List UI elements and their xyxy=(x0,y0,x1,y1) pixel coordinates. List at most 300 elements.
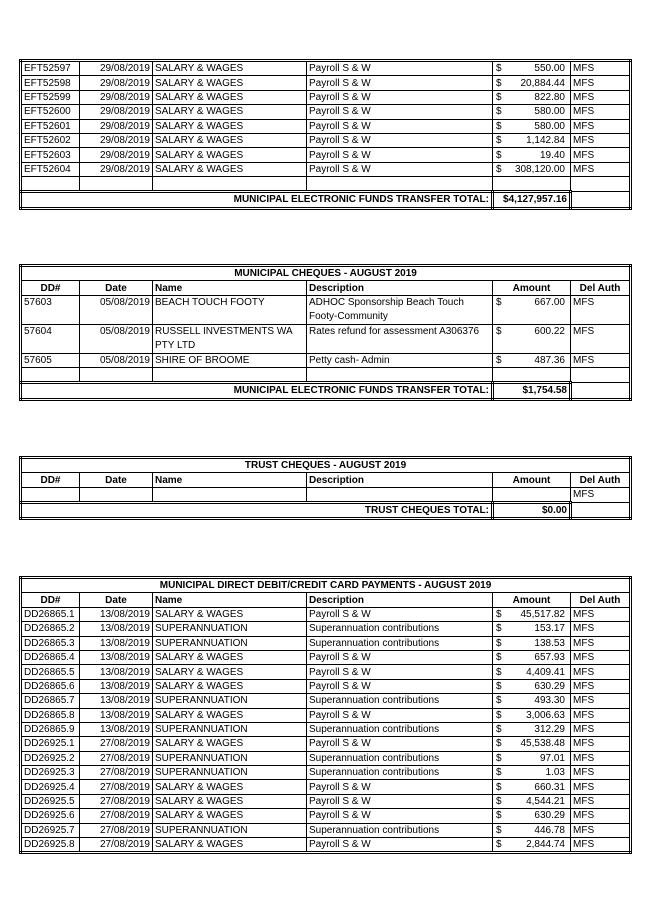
amount-cell xyxy=(493,295,571,324)
name-cell: SALARY & WAGES xyxy=(153,794,307,808)
description-cell: Superannuation contributions xyxy=(307,751,493,765)
ref-cell: EFT52600 xyxy=(21,105,80,119)
currency-symbol: $ xyxy=(496,106,502,118)
del-auth-cell: MFS xyxy=(571,722,631,736)
col-header-description: Description xyxy=(307,281,493,295)
name-cell: SUPERANNUATION xyxy=(153,694,307,708)
eft-table xyxy=(19,59,632,210)
date-cell: 29/08/2019 xyxy=(80,148,153,162)
total-row xyxy=(21,383,631,399)
del-auth-cell: MFS xyxy=(571,353,631,367)
amount-cell xyxy=(493,665,571,679)
ref-cell: DD26925.1 xyxy=(21,737,80,751)
amount-value: 4,409.41 xyxy=(526,666,565,678)
name-cell: SHIRE OF BROOME xyxy=(153,353,307,367)
trust-cheques-section xyxy=(19,456,629,520)
ref-cell: DD26865.6 xyxy=(21,679,80,693)
date-cell: 05/08/2019 xyxy=(80,295,153,324)
name-cell: SALARY & WAGES xyxy=(153,105,307,119)
amount-cell xyxy=(493,148,571,162)
ref-cell: 57605 xyxy=(21,353,80,367)
date-cell: 13/08/2019 xyxy=(80,694,153,708)
ref-cell: EFT52603 xyxy=(21,148,80,162)
currency-symbol: $ xyxy=(496,695,502,707)
direct-debit-section xyxy=(19,576,629,854)
currency-symbol: $ xyxy=(496,354,502,366)
amount-value: 1,142.84 xyxy=(526,135,565,147)
amount-cell xyxy=(493,694,571,708)
table-row xyxy=(21,607,631,621)
name-cell: SALARY & WAGES xyxy=(153,708,307,722)
date-cell: 29/08/2019 xyxy=(80,119,153,133)
date-cell: 13/08/2019 xyxy=(80,722,153,736)
header-row xyxy=(21,281,631,295)
amount-cell xyxy=(493,780,571,794)
col-header-del-auth: Del Auth xyxy=(571,473,631,487)
municipal-cheques-table xyxy=(19,264,632,401)
name-cell: SALARY & WAGES xyxy=(153,665,307,679)
amount-cell xyxy=(493,823,571,837)
name-cell: SALARY & WAGES xyxy=(153,90,307,104)
total-label: MUNICIPAL ELECTRONIC FUNDS TRANSFER TOTAL: xyxy=(21,383,493,399)
del-auth-cell: MFS xyxy=(571,61,631,76)
del-auth-cell: MFS xyxy=(571,780,631,794)
currency-symbol: $ xyxy=(496,149,502,161)
name-cell: SALARY & WAGES xyxy=(153,607,307,621)
amount-value: 308,120.00 xyxy=(514,163,565,175)
table-row xyxy=(21,90,631,104)
table-row xyxy=(21,148,631,162)
amount-value: 493.30 xyxy=(534,695,565,707)
ref-cell: DD26925.6 xyxy=(21,809,80,823)
table-row xyxy=(21,119,631,133)
amount-value: 822.80 xyxy=(534,91,565,103)
table-row xyxy=(21,324,631,353)
amount-value: 600.22 xyxy=(534,325,565,337)
table-row xyxy=(21,737,631,751)
col-header-del-auth: Del Auth xyxy=(571,281,631,295)
table-row xyxy=(21,76,631,90)
description-cell: Payroll S & W xyxy=(307,809,493,823)
date-cell: 13/08/2019 xyxy=(80,708,153,722)
name-cell: RUSSELL INVESTMENTS WA PTY LTD xyxy=(153,324,307,353)
del-auth-cell: MFS xyxy=(571,148,631,162)
amount-cell xyxy=(493,105,571,119)
table-row xyxy=(21,751,631,765)
ref-cell: DD26925.7 xyxy=(21,823,80,837)
ref-cell: EFT52599 xyxy=(21,90,80,104)
amount-value: 138.53 xyxy=(534,637,565,649)
name-cell: SALARY & WAGES xyxy=(153,133,307,147)
date-cell: 13/08/2019 xyxy=(80,607,153,621)
del-auth-cell: MFS xyxy=(571,622,631,636)
description-cell: Payroll S & W xyxy=(307,133,493,147)
description-cell: Superannuation contributions xyxy=(307,694,493,708)
date-cell: 29/08/2019 xyxy=(80,105,153,119)
ref-cell: DD26865.5 xyxy=(21,665,80,679)
amount-cell xyxy=(493,607,571,621)
currency-symbol: $ xyxy=(496,781,502,793)
amount-value: 630.29 xyxy=(534,810,565,822)
name-cell: SUPERANNUATION xyxy=(153,722,307,736)
ref-cell: DD26925.2 xyxy=(21,751,80,765)
currency-symbol: $ xyxy=(496,135,502,147)
date-cell: 27/08/2019 xyxy=(80,737,153,751)
name-cell: SALARY & WAGES xyxy=(153,679,307,693)
description-cell: Superannuation contributions xyxy=(307,766,493,780)
eft-section xyxy=(19,59,629,210)
name-cell: SALARY & WAGES xyxy=(153,162,307,176)
amount-cell xyxy=(493,794,571,808)
amount-cell xyxy=(493,636,571,650)
empty-row xyxy=(21,177,631,192)
amount-cell xyxy=(493,737,571,751)
total-value: $4,127,957.16 xyxy=(493,192,571,208)
table-row xyxy=(21,809,631,823)
name-cell: SUPERANNUATION xyxy=(153,823,307,837)
table-row xyxy=(21,794,631,808)
currency-symbol: $ xyxy=(496,752,502,764)
date-cell: 05/08/2019 xyxy=(80,353,153,367)
total-row xyxy=(21,192,631,208)
del-auth-cell: MFS xyxy=(571,76,631,90)
table-row xyxy=(21,694,631,708)
date-cell: 05/08/2019 xyxy=(80,324,153,353)
del-auth-cell: MFS xyxy=(571,295,631,324)
date-cell: 29/08/2019 xyxy=(80,76,153,90)
date-cell: 29/08/2019 xyxy=(80,61,153,76)
name-cell: SALARY & WAGES xyxy=(153,838,307,853)
currency-symbol: $ xyxy=(496,839,502,851)
name-cell: SUPERANNUATION xyxy=(153,766,307,780)
name-cell: BEACH TOUCH FOOTY xyxy=(153,295,307,324)
del-auth-cell: MFS xyxy=(571,105,631,119)
name-cell: SUPERANNUATION xyxy=(153,622,307,636)
amount-value: 312.29 xyxy=(534,724,565,736)
currency-symbol: $ xyxy=(496,296,502,308)
date-cell: 27/08/2019 xyxy=(80,794,153,808)
description-cell: Superannuation contributions xyxy=(307,722,493,736)
name-cell: SALARY & WAGES xyxy=(153,650,307,664)
table-row xyxy=(21,61,631,76)
del-auth-cell: MFS xyxy=(571,737,631,751)
table-row xyxy=(21,487,631,502)
amount-value: 2,844.74 xyxy=(526,839,565,851)
name-cell: SALARY & WAGES xyxy=(153,737,307,751)
col-header-date: Date xyxy=(80,281,153,295)
amount-value: 580.00 xyxy=(534,106,565,118)
del-auth-cell: MFS xyxy=(571,708,631,722)
amount-value: 446.78 xyxy=(534,824,565,836)
table-row xyxy=(21,722,631,736)
currency-symbol: $ xyxy=(496,709,502,721)
date-cell: 13/08/2019 xyxy=(80,622,153,636)
amount-cell xyxy=(493,679,571,693)
date-cell: 27/08/2019 xyxy=(80,809,153,823)
del-auth-cell: MFS xyxy=(571,794,631,808)
amount-value: 4,544.21 xyxy=(526,796,565,808)
date-cell: 13/08/2019 xyxy=(80,650,153,664)
col-header-amount: Amount xyxy=(493,281,571,295)
date-cell: 27/08/2019 xyxy=(80,780,153,794)
description-cell: Payroll S & W xyxy=(307,76,493,90)
amount-cell xyxy=(493,324,571,353)
amount-value: 3,006.63 xyxy=(526,709,565,721)
amount-value: 1.03 xyxy=(545,767,565,779)
amount-value: 19.40 xyxy=(539,149,565,161)
description-cell: ADHOC Sponsorship Beach Touch Footy-Community xyxy=(307,295,493,324)
table-row xyxy=(21,636,631,650)
amount-value: 20,884.44 xyxy=(520,77,565,89)
table-row xyxy=(21,766,631,780)
name-cell: SUPERANNUATION xyxy=(153,636,307,650)
date-cell: 27/08/2019 xyxy=(80,751,153,765)
del-auth-cell: MFS xyxy=(571,487,631,502)
currency-symbol: $ xyxy=(496,637,502,649)
description-cell: Payroll S & W xyxy=(307,650,493,664)
del-auth-cell: MFS xyxy=(571,766,631,780)
empty-row xyxy=(21,368,631,383)
amount-value: 45,538.48 xyxy=(520,738,565,750)
amount-value: 487.36 xyxy=(534,354,565,366)
section-title-row xyxy=(21,578,631,593)
date-cell: 13/08/2019 xyxy=(80,665,153,679)
del-auth-cell: MFS xyxy=(571,650,631,664)
table-row xyxy=(21,353,631,367)
del-auth-cell: MFS xyxy=(571,751,631,765)
description-cell: Payroll S & W xyxy=(307,679,493,693)
col-header-amount: Amount xyxy=(493,473,571,487)
col-header-dd: DD# xyxy=(21,473,80,487)
currency-symbol: $ xyxy=(496,724,502,736)
description-cell: Payroll S & W xyxy=(307,737,493,751)
ref-cell: DD26865.1 xyxy=(21,607,80,621)
amount-cell xyxy=(493,751,571,765)
currency-symbol: $ xyxy=(496,91,502,103)
total-label: TRUST CHEQUES TOTAL: xyxy=(21,502,493,518)
ref-cell: DD26865.9 xyxy=(21,722,80,736)
header-row xyxy=(21,473,631,487)
col-header-description: Description xyxy=(307,473,493,487)
ref-cell: DD26865.8 xyxy=(21,708,80,722)
amount-value: 45,517.82 xyxy=(520,608,565,620)
date-cell: 27/08/2019 xyxy=(80,823,153,837)
currency-symbol: $ xyxy=(496,325,502,337)
currency-symbol: $ xyxy=(496,824,502,836)
del-auth-cell: MFS xyxy=(571,823,631,837)
name-cell: SALARY & WAGES xyxy=(153,148,307,162)
amount-value: 657.93 xyxy=(534,652,565,664)
description-cell: Payroll S & W xyxy=(307,607,493,621)
description-cell: Superannuation contributions xyxy=(307,622,493,636)
col-header-dd: DD# xyxy=(21,281,80,295)
del-auth-cell: MFS xyxy=(571,809,631,823)
table-row xyxy=(21,133,631,147)
table-row xyxy=(21,679,631,693)
name-cell: SALARY & WAGES xyxy=(153,780,307,794)
amount-cell xyxy=(493,708,571,722)
amount-cell xyxy=(493,133,571,147)
trust-cheques-table xyxy=(19,456,632,520)
col-header-name: Name xyxy=(153,281,307,295)
col-header-del-auth: Del Auth xyxy=(571,593,631,607)
amount-value: 667.00 xyxy=(534,296,565,308)
amount-value: 153.17 xyxy=(534,623,565,635)
description-cell: Payroll S & W xyxy=(307,119,493,133)
section-title: MUNICIPAL DIRECT DEBIT/CREDIT CARD PAYMENTS - AUGUST 2019 xyxy=(21,578,631,593)
currency-symbol: $ xyxy=(496,680,502,692)
amount-cell xyxy=(493,353,571,367)
del-auth-cell: MFS xyxy=(571,133,631,147)
direct-debit-table xyxy=(19,576,632,854)
description-cell: Rates refund for assessment A306376 xyxy=(307,324,493,353)
del-auth-cell: MFS xyxy=(571,665,631,679)
amount-cell xyxy=(493,722,571,736)
currency-symbol: $ xyxy=(496,796,502,808)
col-header-name: Name xyxy=(153,593,307,607)
description-cell: Payroll S & W xyxy=(307,838,493,853)
currency-symbol: $ xyxy=(496,738,502,750)
col-header-date: Date xyxy=(80,593,153,607)
del-auth-cell: MFS xyxy=(571,162,631,176)
del-auth-cell: MFS xyxy=(571,90,631,104)
description-cell: Payroll S & W xyxy=(307,665,493,679)
amount-value: 550.00 xyxy=(534,63,565,75)
ref-cell: DD26925.3 xyxy=(21,766,80,780)
col-header-date: Date xyxy=(80,473,153,487)
section-title-row xyxy=(21,458,631,473)
currency-symbol: $ xyxy=(496,77,502,89)
description-cell: Payroll S & W xyxy=(307,162,493,176)
amount-value: 660.31 xyxy=(534,781,565,793)
name-cell: SUPERANNUATION xyxy=(153,751,307,765)
ref-cell: EFT52602 xyxy=(21,133,80,147)
col-header-dd: DD# xyxy=(21,593,80,607)
ref-cell: EFT52604 xyxy=(21,162,80,176)
ref-cell: DD26865.3 xyxy=(21,636,80,650)
table-row xyxy=(21,780,631,794)
currency-symbol: $ xyxy=(496,767,502,779)
ref-cell: 57603 xyxy=(21,295,80,324)
amount-cell xyxy=(493,766,571,780)
total-value: $0.00 xyxy=(493,502,571,518)
amount-cell xyxy=(493,76,571,90)
date-cell: 13/08/2019 xyxy=(80,636,153,650)
description-cell: Superannuation contributions xyxy=(307,636,493,650)
currency-symbol: $ xyxy=(496,623,502,635)
amount-cell xyxy=(493,809,571,823)
ref-cell: DD26865.4 xyxy=(21,650,80,664)
ref-cell: EFT52601 xyxy=(21,119,80,133)
date-cell: 29/08/2019 xyxy=(80,90,153,104)
ref-cell: DD26925.5 xyxy=(21,794,80,808)
currency-symbol: $ xyxy=(496,163,502,175)
name-cell: SALARY & WAGES xyxy=(153,119,307,133)
table-row xyxy=(21,105,631,119)
name-cell: SALARY & WAGES xyxy=(153,76,307,90)
col-header-amount: Amount xyxy=(493,593,571,607)
description-cell: Payroll S & W xyxy=(307,780,493,794)
table-row xyxy=(21,708,631,722)
amount-cell xyxy=(493,838,571,853)
currency-symbol: $ xyxy=(496,652,502,664)
table-row xyxy=(21,295,631,324)
name-cell: SALARY & WAGES xyxy=(153,61,307,76)
description-cell: Petty cash- Admin xyxy=(307,353,493,367)
currency-symbol: $ xyxy=(496,666,502,678)
amount-cell xyxy=(493,61,571,76)
currency-symbol: $ xyxy=(496,120,502,132)
amount-cell xyxy=(493,119,571,133)
ref-cell: DD26865.2 xyxy=(21,622,80,636)
section-title-row xyxy=(21,266,631,281)
amount-cell xyxy=(493,650,571,664)
currency-symbol: $ xyxy=(496,810,502,822)
del-auth-cell: MFS xyxy=(571,119,631,133)
municipal-cheques-section xyxy=(19,264,629,401)
amount-value: 630.29 xyxy=(534,680,565,692)
amount-value: 97.01 xyxy=(539,752,565,764)
col-header-name: Name xyxy=(153,473,307,487)
del-auth-cell: MFS xyxy=(571,607,631,621)
total-row xyxy=(21,502,631,518)
ref-cell: DD26925.8 xyxy=(21,838,80,853)
description-cell: Payroll S & W xyxy=(307,708,493,722)
ref-cell: EFT52598 xyxy=(21,76,80,90)
date-cell: 13/08/2019 xyxy=(80,679,153,693)
header-row xyxy=(21,593,631,607)
description-cell: Payroll S & W xyxy=(307,90,493,104)
del-auth-cell: MFS xyxy=(571,636,631,650)
table-row xyxy=(21,838,631,853)
date-cell: 27/08/2019 xyxy=(80,766,153,780)
amount-cell xyxy=(493,90,571,104)
amount-cell xyxy=(493,162,571,176)
table-row xyxy=(21,162,631,176)
amount-value: 580.00 xyxy=(534,120,565,132)
ref-cell: DD26925.4 xyxy=(21,780,80,794)
date-cell: 27/08/2019 xyxy=(80,838,153,853)
description-cell: Payroll S & W xyxy=(307,148,493,162)
total-value: $1,754.58 xyxy=(493,383,571,399)
date-cell: 29/08/2019 xyxy=(80,133,153,147)
date-cell: 29/08/2019 xyxy=(80,162,153,176)
section-title: MUNICIPAL CHEQUES - AUGUST 2019 xyxy=(21,266,631,281)
table-row xyxy=(21,650,631,664)
table-row xyxy=(21,665,631,679)
currency-symbol: $ xyxy=(496,608,502,620)
description-cell: Payroll S & W xyxy=(307,105,493,119)
name-cell: SALARY & WAGES xyxy=(153,809,307,823)
table-row xyxy=(21,823,631,837)
amount-cell xyxy=(493,622,571,636)
del-auth-cell: MFS xyxy=(571,838,631,853)
section-title: TRUST CHEQUES - AUGUST 2019 xyxy=(21,458,631,473)
description-cell: Payroll S & W xyxy=(307,61,493,76)
ref-cell: EFT52597 xyxy=(21,61,80,76)
total-label: MUNICIPAL ELECTRONIC FUNDS TRANSFER TOTAL: xyxy=(21,192,493,208)
description-cell: Superannuation contributions xyxy=(307,823,493,837)
del-auth-cell: MFS xyxy=(571,679,631,693)
col-header-description: Description xyxy=(307,593,493,607)
currency-symbol: $ xyxy=(496,63,502,75)
ref-cell: DD26865.7 xyxy=(21,694,80,708)
del-auth-cell: MFS xyxy=(571,324,631,353)
table-row xyxy=(21,622,631,636)
del-auth-cell: MFS xyxy=(571,694,631,708)
ref-cell: 57604 xyxy=(21,324,80,353)
description-cell: Payroll S & W xyxy=(307,794,493,808)
